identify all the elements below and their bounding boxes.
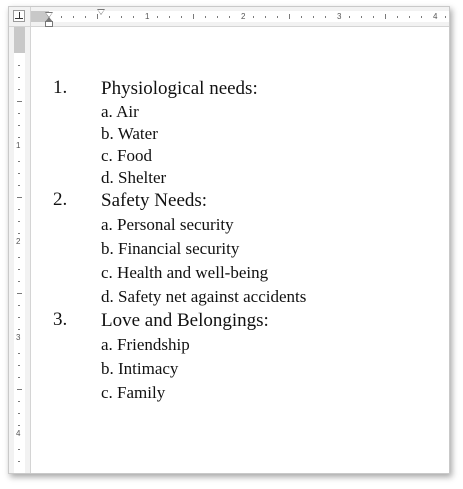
sub-list-item[interactable]: c. Family <box>101 383 166 402</box>
ruler-tick <box>445 16 446 18</box>
ruler-tick <box>18 113 20 114</box>
ruler-tick <box>17 197 22 198</box>
ruler-tick <box>18 221 20 222</box>
horizontal-ruler[interactable] <box>31 7 449 27</box>
sub-list-item[interactable]: b. Water <box>101 124 158 143</box>
ruler-tick <box>229 16 230 18</box>
ruler-number: 1 <box>16 141 21 150</box>
vertical-ruler[interactable] <box>9 27 31 473</box>
ruler-number: 2 <box>241 12 246 21</box>
ruler-tick <box>85 16 86 18</box>
ruler-number: 4 <box>433 12 438 21</box>
ruler-number: 2 <box>16 237 21 246</box>
sub-list-item[interactable]: d. Safety net against accidents <box>101 287 307 306</box>
ruler-tick <box>17 101 22 102</box>
ruler-tick <box>18 257 20 258</box>
ruler-tick <box>301 16 302 18</box>
ruler-tick <box>18 413 20 414</box>
ruler-tick <box>18 353 20 354</box>
sub-list-item[interactable]: a. Personal security <box>101 215 234 234</box>
ruler-tick <box>193 14 194 19</box>
ruler-tick <box>313 16 314 18</box>
numbered-list <box>53 77 306 405</box>
ruler-tick <box>157 16 158 18</box>
ruler-tick <box>18 329 20 330</box>
ruler-tick <box>289 14 290 19</box>
ruler-tick <box>397 16 398 18</box>
list-item-title: Physiological needs: <box>101 78 258 99</box>
sub-list-item[interactable]: b. Intimacy <box>101 359 179 378</box>
ruler-tick <box>18 425 20 426</box>
ruler-tick <box>18 449 20 450</box>
sub-list-item[interactable]: c. Health and well-being <box>101 263 269 282</box>
ruler-tick <box>109 16 110 18</box>
ruler-tick <box>217 16 218 18</box>
ruler-tick <box>409 16 410 18</box>
sub-list-item[interactable]: a. Friendship <box>101 335 190 354</box>
editor-window <box>8 6 450 474</box>
ruler-tick <box>18 65 20 66</box>
list-number: 3. <box>53 309 68 330</box>
ruler-tick <box>18 269 20 270</box>
ruler-tick <box>18 305 20 306</box>
list-item[interactable] <box>53 309 306 405</box>
ruler-tick <box>181 16 182 18</box>
ruler-tick <box>18 89 20 90</box>
sub-list <box>53 213 306 309</box>
ruler-number: 4 <box>16 429 21 438</box>
ruler-tick <box>18 461 20 462</box>
ruler-tick <box>421 16 422 18</box>
list-item[interactable] <box>53 77 306 189</box>
ruler-number: 3 <box>337 12 342 21</box>
ruler-tick <box>277 16 278 18</box>
list-number: 1. <box>53 77 68 98</box>
ruler-tick <box>18 209 20 210</box>
ruler-tick <box>18 317 20 318</box>
ruler-tick <box>385 14 386 19</box>
ruler-tick <box>18 233 20 234</box>
ruler-tick <box>17 389 22 390</box>
ruler-track <box>14 53 25 473</box>
sub-list-item[interactable]: c. Food <box>101 146 152 165</box>
ruler-tick <box>325 16 326 18</box>
ruler-tick <box>18 365 20 366</box>
ruler-tick <box>18 185 20 186</box>
ruler-top-margin <box>14 27 25 53</box>
ruler-tick <box>18 137 20 138</box>
sub-list <box>53 333 306 405</box>
document-page[interactable] <box>31 27 449 473</box>
ruler-number: 1 <box>145 12 150 21</box>
ruler-tick <box>61 16 62 18</box>
list-item-title: Safety Needs: <box>101 190 208 211</box>
ruler-tick <box>373 16 374 18</box>
tab-selector[interactable] <box>9 7 31 27</box>
ruler-tick <box>361 16 362 18</box>
ruler-tick <box>205 16 206 18</box>
ruler-tick <box>169 16 170 18</box>
ruler-tick <box>253 16 254 18</box>
ruler-tick <box>18 77 20 78</box>
list-item-title: Love and Belongings: <box>101 310 269 331</box>
ruler-tick <box>18 161 20 162</box>
sub-list-item[interactable]: b. Financial security <box>101 239 240 258</box>
ruler-tick <box>349 16 350 18</box>
ruler-number: 3 <box>16 333 21 342</box>
list-number: 2. <box>53 189 68 210</box>
ruler-tick <box>18 125 20 126</box>
ruler-tick <box>18 173 20 174</box>
ruler-tick <box>17 293 22 294</box>
ruler-tick <box>121 16 122 18</box>
ruler-tick <box>265 16 266 18</box>
list-item[interactable] <box>53 189 306 309</box>
ruler-tick <box>97 14 98 19</box>
left-tab-icon <box>13 10 25 22</box>
sub-list-item[interactable]: d. Shelter <box>101 168 167 187</box>
ruler-tick <box>133 16 134 18</box>
sub-list-item[interactable]: a. Air <box>101 102 139 121</box>
ruler-tick <box>73 16 74 18</box>
ruler-tick <box>18 377 20 378</box>
first-line-indent-marker-2[interactable] <box>97 9 105 15</box>
ruler-tick <box>18 401 20 402</box>
ruler-tick <box>18 281 20 282</box>
sub-list <box>53 101 306 189</box>
